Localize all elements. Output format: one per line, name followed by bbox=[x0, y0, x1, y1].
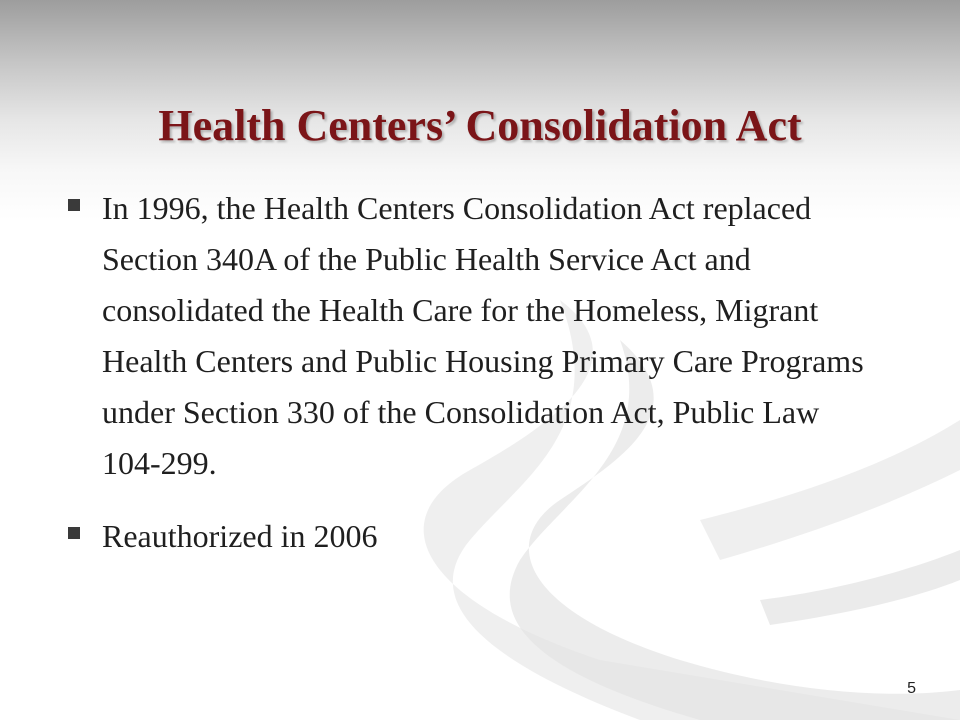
bullet-text: In 1996, the Health Centers Consolidation Act replaced Section 340A of the Public Health Service Act and consolidated the Health Care for the Homeless, Migrant Health Centers and Public Housing Primary Care Programs under Section 330 of the Consolidation Act, Public Law 104-299. bbox=[102, 190, 864, 481]
page-number: 5 bbox=[907, 680, 916, 697]
square-bullet-icon bbox=[68, 527, 80, 539]
bullet-list bbox=[66, 183, 906, 584]
bullet-text: Reauthorized in 2006 bbox=[102, 518, 378, 554]
bullet-item bbox=[66, 183, 882, 489]
slide-title: Health Centers’ Consolidation Act bbox=[158, 101, 802, 150]
bullet-item bbox=[66, 511, 882, 562]
square-bullet-icon bbox=[68, 199, 80, 211]
